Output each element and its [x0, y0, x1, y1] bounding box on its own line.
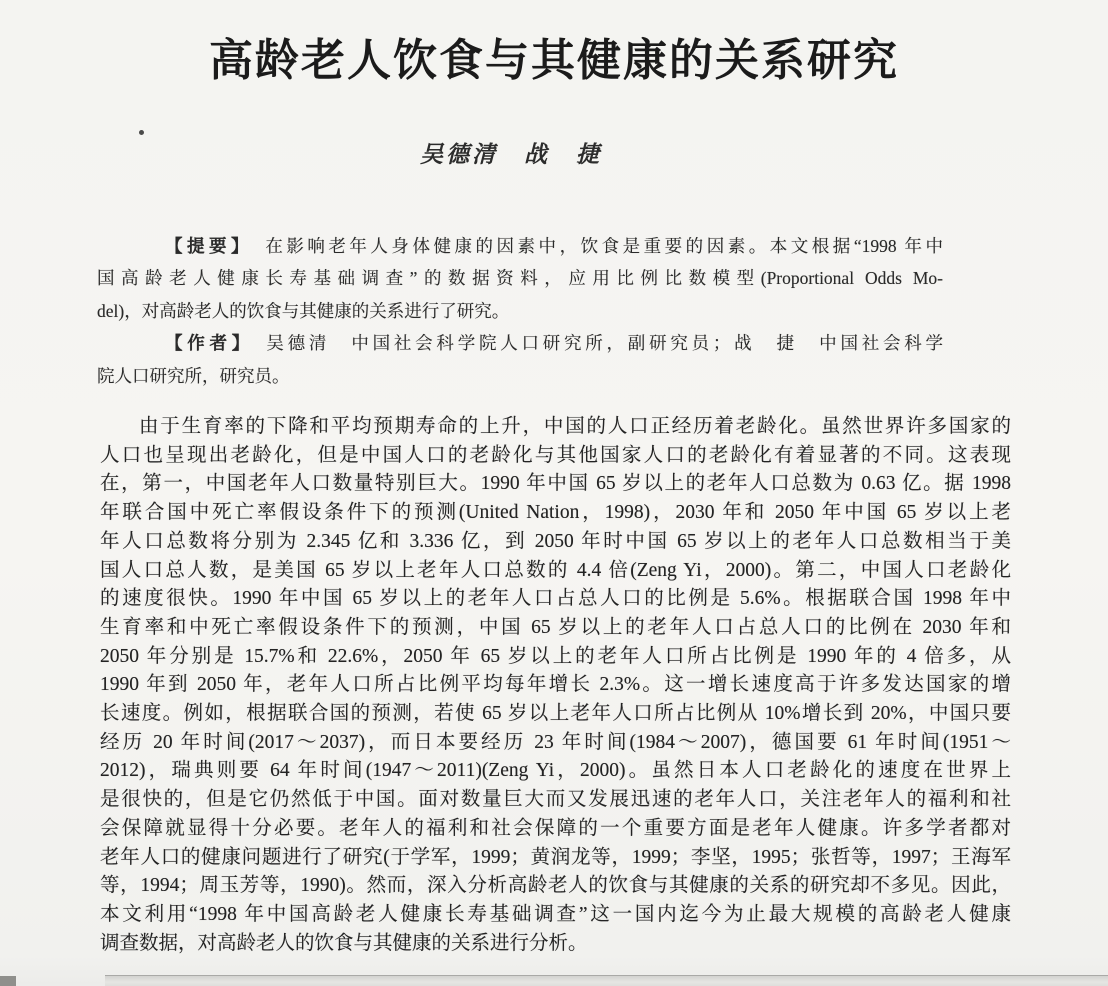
body-line: 本文利用“1998 年中国高龄老人健康长寿基础调查”这一国内迄今为止最大规模的高龄老人健康	[100, 903, 1011, 925]
abstract-lead-line	[97, 230, 943, 262]
ink-speck	[139, 130, 144, 135]
authors-note-lead-text: 吴德清 中国社会科学院人口研究所，副研究员；战 捷 中国社会科学	[266, 333, 944, 354]
authors-note-label: 【作者】	[165, 333, 255, 354]
body-line: 2012)，瑞典则要 64 年时间(1947～2011)(Zeng Yi，2000)。虽然日本人口老龄化的速度在世界上	[100, 760, 1011, 782]
abstract-lines	[97, 262, 943, 327]
scan-edge-corner	[0, 976, 16, 986]
body-line: 年人口总数将分别为 2.345 亿和 3.336 亿，到 2050 年时中国 65 岁以上的老年人口总数相当于美	[100, 530, 1011, 552]
paper-title: 高龄老人饮食与其健康的关系研究	[209, 35, 899, 86]
body-line: 老年人口的健康问题进行了研究(于学军，1999；黄润龙等，1999；李坚，1995；张哲等，1997；王海军	[100, 846, 1011, 868]
abstract-line: del)，对高龄老人的饮食与其健康的关系进行了研究。	[97, 300, 510, 321]
body-paragraph	[100, 413, 1011, 958]
body-line: 经历 20 年时间(2017～2037)，而日本要经历 23 年时间(1984～2007)，德国要 61 年时间(1951～	[100, 731, 1011, 753]
abstract-label: 【提要】	[165, 236, 254, 256]
scan-edge-strip	[105, 975, 1108, 986]
abstract-line: 国高龄老人健康长寿基础调查”的数据资料，应用比例比数模型(Proportional Odds Mo-	[97, 268, 943, 289]
body-line: 1990 年到 2050 年，老年人口所占比例平均每年增长 2.3%。这一增长速度高于许多发达国家的增	[100, 674, 1011, 696]
body-line: 由于生育率的下降和平均预期寿命的上升，中国的人口正经历着老龄化。虽然世界许多国家的	[139, 416, 1011, 437]
body-line: 长速度。例如，根据联合国的预测，若使 65 岁以上老年人口所占比例从 10%增长到 20%，中国只要	[100, 703, 1011, 725]
body-line: 2050 年分别是 15.7%和 22.6%，2050 年 65 岁以上的老年人口所占比例是 1990 年的 4 倍多，从	[100, 645, 1011, 667]
body-lines	[100, 413, 1011, 958]
authors-note-lines	[97, 360, 943, 392]
abstract-lead-text: 在影响老年人身体健康的因素中，饮食是重要的因素。本文根据“1998 年中	[265, 236, 944, 256]
body-line: 会保障就显得十分必要。老年人的福利和社会保障的一个重要方面是老年人健康。许多学者都对	[100, 817, 1011, 839]
authors-note-line: 院人口研究所，研究员。	[97, 365, 290, 386]
body-line: 的速度很快。1990 年中国 65 岁以上的老年人口占总人口的比例是 5.6%。根据联合国 1998 年中	[100, 588, 1011, 610]
body-line: 国人口总人数，是美国 65 岁以上老年人口总数的 4.4 倍(Zeng Yi，2000)。第二，中国人口老龄化	[100, 559, 1011, 581]
body-line: 等，1994；周玉芳等，1990)。然而，深入分析高龄老人的饮食与其健康的关系的研究却不多见。因此，	[100, 875, 1011, 897]
frontmatter-block	[97, 230, 943, 392]
body-line: 调查数据，对高龄老人的饮食与其健康的关系进行分析。	[100, 932, 588, 954]
authors-note-lead-line	[97, 327, 943, 359]
body-line: 人口也呈现出老龄化，但是中国人口的老龄化与其他国家人口的老龄化有着显著的不同。这表现	[100, 444, 1011, 466]
body-line: 年联合国中死亡率假设条件下的预测(United Nation，1998)，2030 年和 2050 年中国 65 岁以上老	[100, 502, 1011, 524]
body-line: 在，第一，中国老年人口数量特别巨大。1990 年中国 65 岁以上的老年人口总数为 0.63 亿。据 1998	[100, 473, 1011, 495]
paper-authors: 吴德清 战 捷	[420, 142, 602, 167]
body-line: 生育率和中死亡率假设条件下的预测，中国 65 岁以上的老年人口占总人口的比例在 2030 年和	[100, 616, 1011, 638]
body-line: 是很快的，但是它仍然低于中国。面对数量巨大而又发展迅速的老年人口，关注老年人的福利和社	[100, 789, 1011, 811]
